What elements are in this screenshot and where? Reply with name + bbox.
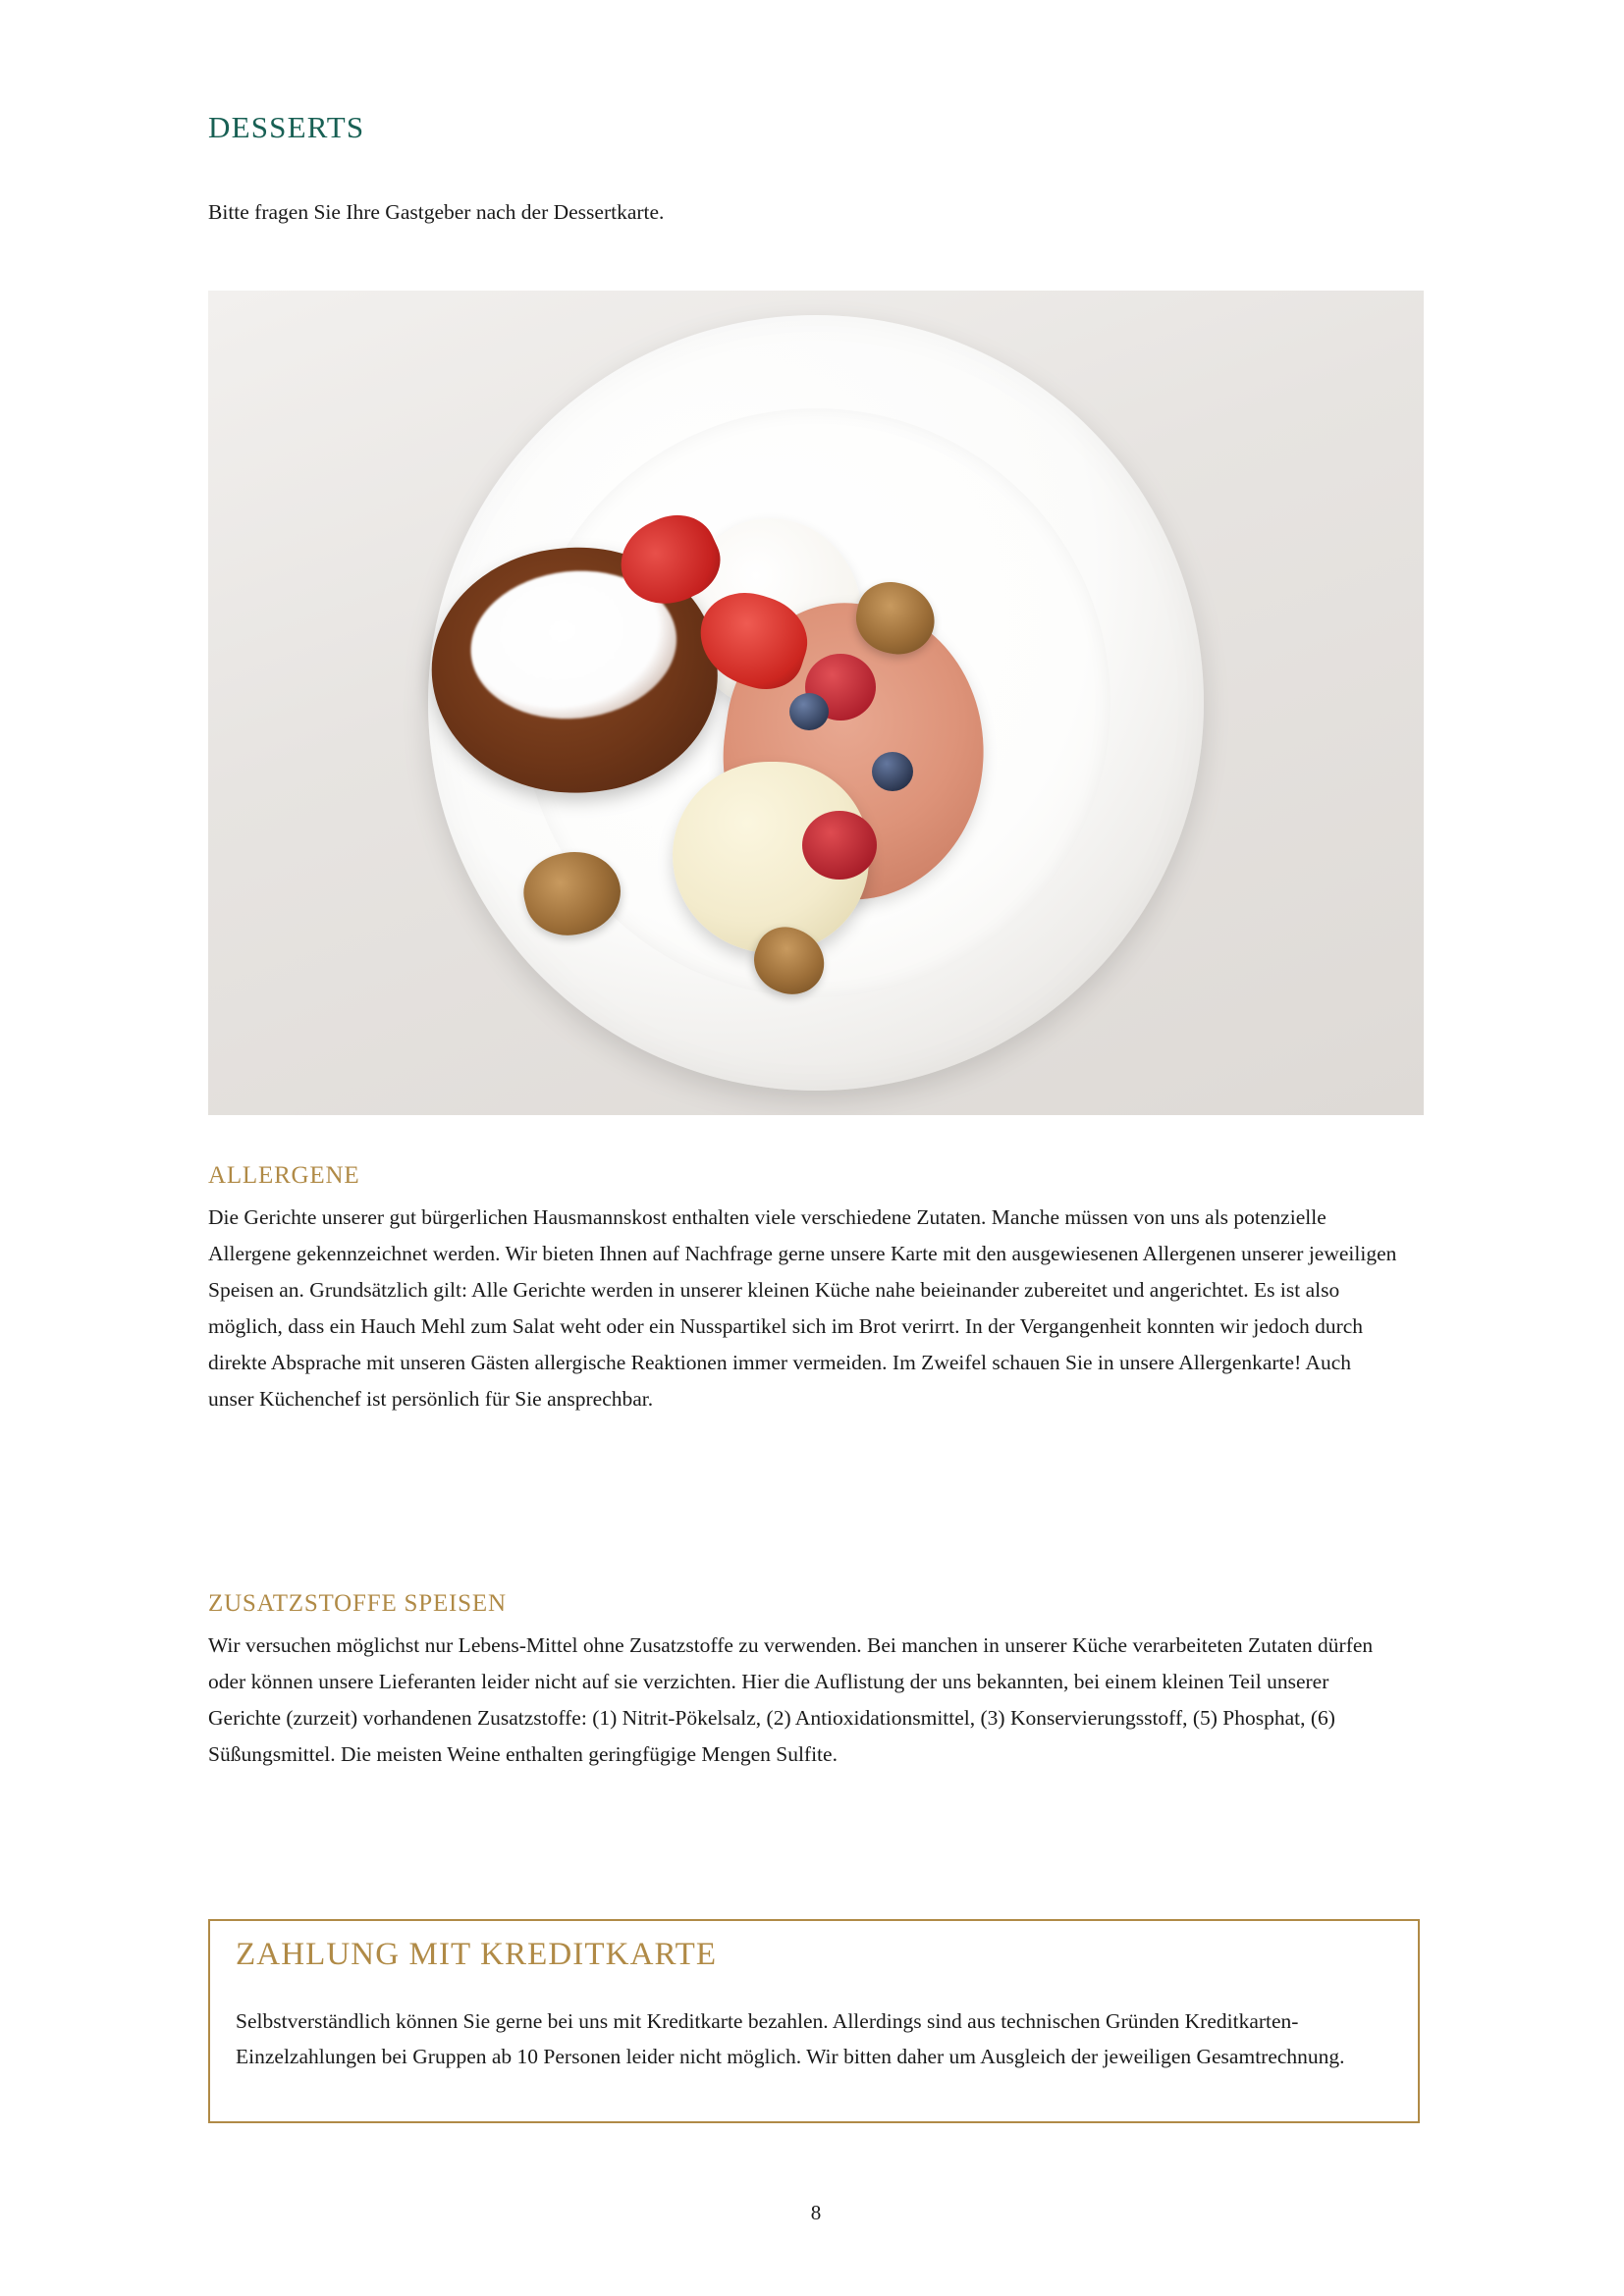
dessert-photo — [208, 291, 1424, 1115]
blueberry-icon — [789, 693, 829, 730]
credit-card-text: Selbstverständlich können Sie gerne bei uns mit Kreditkarte bezahlen. Allerdings sind aus technischen Gründen Kreditkarten-Einzelzahlungen bei Gruppen ab 10 Personen leider nicht möglich. Wir bitten daher um Ausgleich der jeweiligen Gesamtrechnung. — [236, 2008, 1345, 2069]
page-title: DESSERTS — [208, 110, 365, 144]
blueberry-icon — [872, 752, 913, 791]
credit-card-notice-box — [208, 1919, 1420, 2123]
zusatzstoffe-heading: ZUSATZSTOFFE SPEISEN — [208, 1590, 507, 1617]
allergene-text: Die Gerichte unserer gut bürgerlichen Hausmannskost enthalten viele verschiedene Zutaten. Manche müssen von uns als potenzielle Allergene gekennzeichnet werden. Wir bieten Ihnen auf Nachfrage gerne unsere Karte mit den ausgewiesenen Allergenen unserer jeweiligen Speisen an. Grundsätzlich gilt: Alle Gerichte werden in unserer kleinen Küche nahe beieinander zubereitet und angerichtet. Es ist also möglich, dass ein Hauch Mehl zum Salat weht oder ein Nusspartikel sich im Brot verirrt. In der Vergangenheit konnten wir jedoch durch direkte Absprache mit unseren Gästen allergische Reaktionen immer vermeiden. Im Zweifel schauen Sie in unsere Allergenkarte! Auch unser Küchenchef ist persönlich für Sie ansprechbar. — [208, 1205, 1397, 1411]
desserts-note: Bitte fragen Sie Ihre Gastgeber nach der Dessertkarte. — [208, 200, 665, 224]
allergene-heading: ALLERGENE — [208, 1162, 360, 1189]
credit-card-heading: ZAHLUNG MIT KREDITKARTE — [236, 1937, 718, 1972]
raspberry-icon — [802, 811, 877, 880]
zusatzstoffe-text: Wir versuchen möglichst nur Lebens-Mittel ohne Zusatzstoffe zu verwenden. Bei manchen in unserer Küche verarbeiteten Zutaten dürfen oder können unsere Lieferanten leider nicht auf sie verzichten. Hier die Auflistung der uns bekannten, bei einem kleinen Teil unserer Gerichte (zurzeit) vorhandenen Zusatzstoffe: (1) Nitrit-Pökelsalz, (2) Antioxidationsmittel, (3) Konservierungsstoff, (5) Phosphat, (6) Süßungsmittel. Die meisten Weine enthalten geringfügige Mengen Sulfite. — [208, 1633, 1374, 1766]
page-number: 8 — [810, 2201, 822, 2224]
